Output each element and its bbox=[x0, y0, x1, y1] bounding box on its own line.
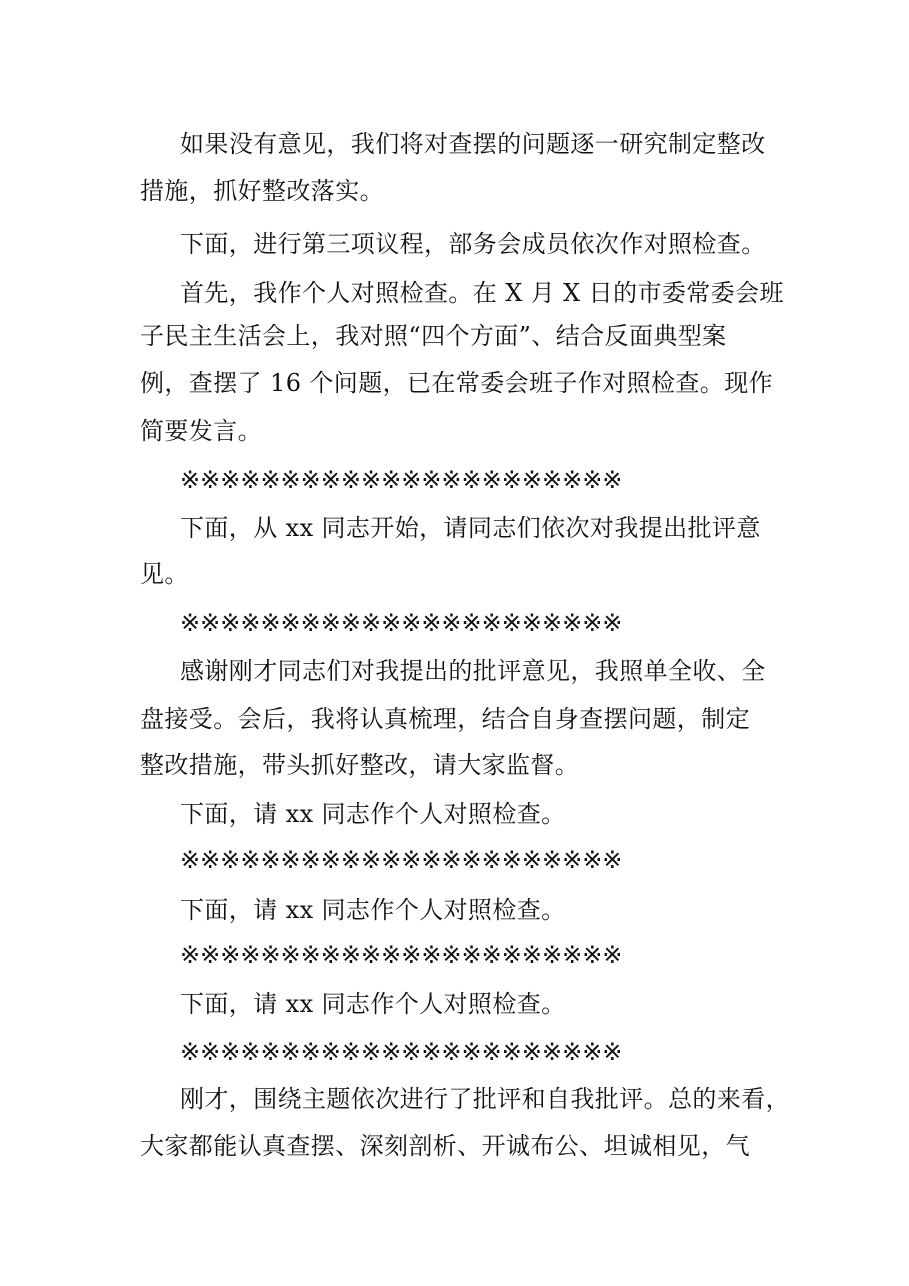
paragraph-line: 感谢刚才同志们对我提出的批评意见，我照单全收、全 bbox=[180, 657, 766, 685]
paragraph-line: 如果没有意见，我们将对查摆的问题逐一研究制定整改 bbox=[180, 130, 766, 158]
paragraph-line: 刚才，围绕主题依次进行了批评和自我批评。总的来看， bbox=[180, 1085, 790, 1113]
paragraph-line: 措施，抓好整改落实。 bbox=[140, 177, 384, 205]
separator-line: ※※※※※※※※※※※※※※※※※※※※※※ bbox=[180, 846, 623, 874]
separator-line: ※※※※※※※※※※※※※※※※※※※※※※ bbox=[180, 609, 623, 637]
paragraph-line: 简要发言。 bbox=[140, 417, 262, 445]
paragraph-line: 整改措施，带头抓好整改，请大家监督。 bbox=[140, 751, 580, 779]
paragraph-line: 大家都能认真查摆、深刻剖析、开诚布公、坦诚相见，气 bbox=[140, 1132, 750, 1160]
paragraph-line: 下面，进行第三项议程，部务会成员依次作对照检查。 bbox=[180, 230, 766, 258]
paragraph-line: 子民主生活会上，我对照“四个方面”、结合反面典型案 bbox=[140, 322, 727, 350]
paragraph-line: 盘接受。会后，我将认真梳理，结合自身查摆问题，制定 bbox=[140, 705, 750, 733]
separator-line: ※※※※※※※※※※※※※※※※※※※※※※ bbox=[180, 466, 623, 494]
paragraph-line: 下面，请 xx 同志作个人对照检查。 bbox=[180, 990, 566, 1018]
paragraph-line: 下面，从 xx 同志开始，请同志们依次对我提出批评意 bbox=[180, 514, 761, 542]
separator-line: ※※※※※※※※※※※※※※※※※※※※※※ bbox=[180, 941, 623, 969]
paragraph-line: 下面，请 xx 同志作个人对照检查。 bbox=[180, 896, 566, 924]
paragraph-line: 首先，我作个人对照检查。在 X 月 X 日的市委常委会班 bbox=[180, 279, 784, 307]
paragraph-line: 下面，请 xx 同志作个人对照检查。 bbox=[180, 800, 566, 828]
paragraph-line: 见。 bbox=[140, 560, 189, 588]
separator-line: ※※※※※※※※※※※※※※※※※※※※※※ bbox=[180, 1038, 623, 1066]
paragraph-line: 例，查摆了 16 个问题，已在常委会班子作对照检查。现作 bbox=[140, 369, 773, 397]
